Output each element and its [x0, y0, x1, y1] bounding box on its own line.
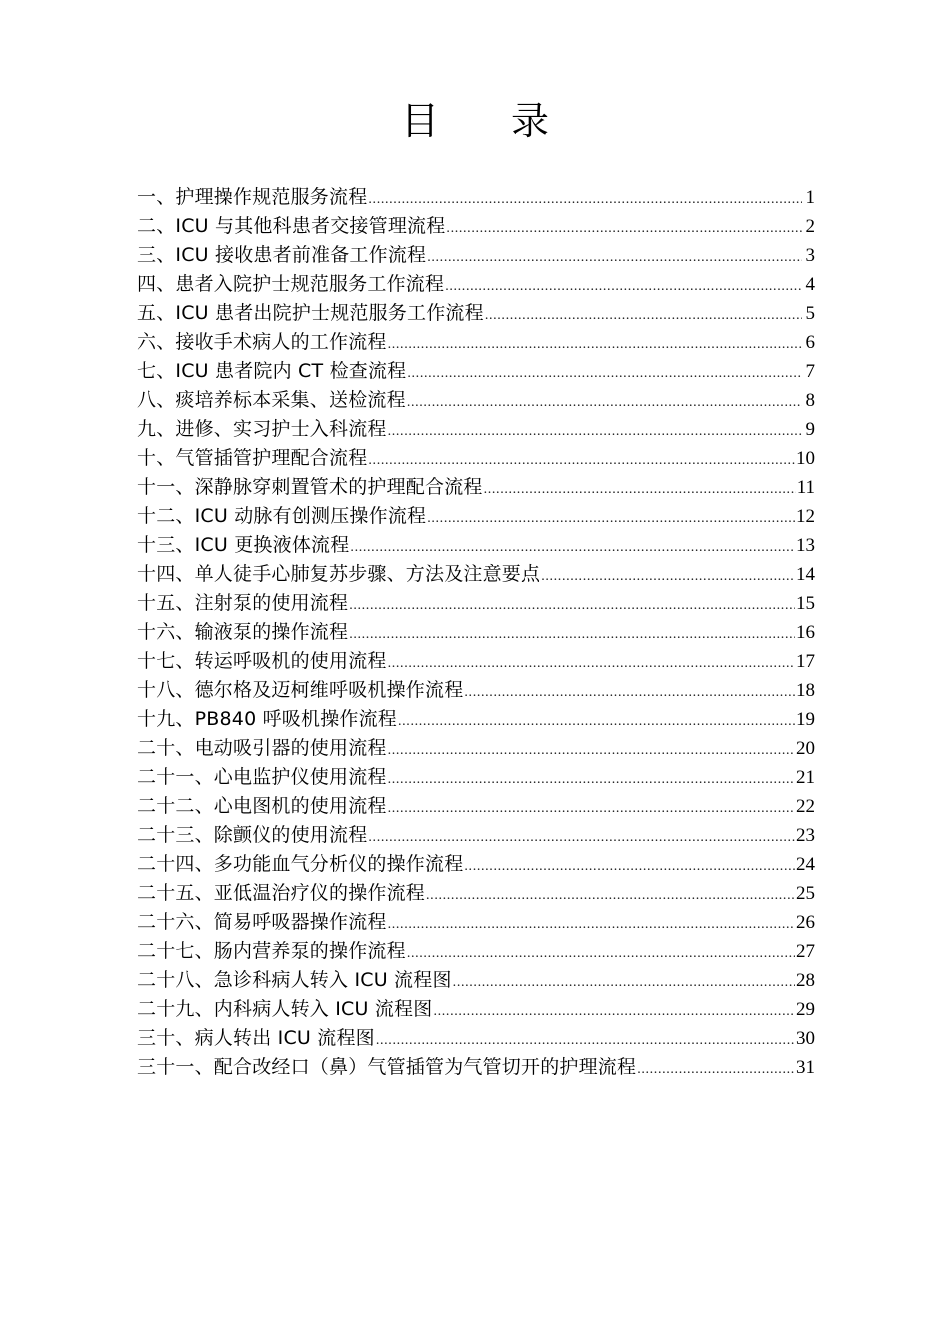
toc-entry[interactable]: [137, 415, 815, 444]
toc-page-number: 16: [796, 622, 815, 643]
toc-entry-label: 十四、单人徒手心肺复苏步骤、方法及注意要点: [137, 563, 541, 585]
toc-page-number: 8: [805, 390, 815, 411]
toc-leader-dots: [407, 388, 802, 417]
toc-page-number: 3: [805, 245, 815, 266]
toc-entry[interactable]: [137, 589, 815, 618]
toc-entry-label: 一、护理操作规范服务流程: [137, 186, 368, 208]
toc-page-number: 31: [796, 1057, 815, 1078]
toc-entry-label: 十九、PB840 呼吸机操作流程: [137, 708, 397, 730]
toc-leader-dots: [388, 417, 802, 446]
toc-page-number: 30: [796, 1028, 815, 1049]
toc-entry[interactable]: [137, 560, 815, 589]
toc-page-number: 9: [805, 419, 815, 440]
toc-entry-label: 二十六、简易呼吸器操作流程: [137, 911, 387, 933]
toc-leader-dots: [637, 1055, 795, 1084]
toc-entry[interactable]: [137, 647, 815, 676]
toc-leader-dots: [368, 823, 795, 852]
toc-entry-label: 十六、输液泵的操作流程: [137, 621, 349, 643]
toc-entry[interactable]: [137, 792, 815, 821]
toc-entry[interactable]: [137, 821, 815, 850]
toc-entry[interactable]: [137, 357, 815, 386]
toc-entry[interactable]: [137, 502, 815, 531]
toc-page-number: 23: [796, 825, 815, 846]
toc-entry-label: 十七、转运呼吸机的使用流程: [137, 650, 387, 672]
toc-entry[interactable]: [137, 328, 815, 357]
toc-leader-dots: [427, 243, 802, 272]
toc-entry-label: 三、ICU 接收患者前准备工作流程: [137, 244, 427, 266]
toc-page-number: 2: [805, 216, 815, 237]
toc-entry[interactable]: [137, 444, 815, 473]
toc-leader-dots: [350, 533, 795, 562]
toc-leader-dots: [388, 794, 795, 823]
toc-entry[interactable]: [137, 763, 815, 792]
toc-entry[interactable]: [137, 879, 815, 908]
toc-page-number: 17: [796, 651, 815, 672]
toc-entry[interactable]: [137, 270, 815, 299]
toc-page-number: 18: [796, 680, 815, 701]
toc-leader-dots: [464, 852, 795, 881]
toc-leader-dots: [349, 620, 795, 649]
toc-entry-label: 二、ICU 与其他科患者交接管理流程: [137, 215, 446, 237]
toc-entry[interactable]: [137, 937, 815, 966]
toc-entry[interactable]: [137, 386, 815, 415]
toc-entry[interactable]: [137, 183, 815, 212]
toc-page-number: 28: [796, 970, 815, 991]
toc-page-number: 11: [796, 477, 815, 498]
toc-leader-dots: [368, 446, 795, 475]
toc-leader-dots: [541, 562, 795, 591]
toc-page-number: 25: [796, 883, 815, 904]
toc-leader-dots: [376, 1026, 795, 1055]
toc-entry-label: 二十五、亚低温治疗仪的操作流程: [137, 882, 426, 904]
toc-entry[interactable]: [137, 705, 815, 734]
toc-page-number: 4: [805, 274, 815, 295]
toc-page-number: 5: [805, 303, 815, 324]
toc-entry[interactable]: [137, 212, 815, 241]
toc-entry-label: 八、痰培养标本采集、送检流程: [137, 389, 406, 411]
toc-entry-label: 二十四、多功能血气分析仪的操作流程: [137, 853, 464, 875]
toc-leader-dots: [388, 330, 802, 359]
toc-page-number: 15: [796, 593, 815, 614]
toc-entry-label: 二十三、除颤仪的使用流程: [137, 824, 368, 846]
toc-entry-label: 四、患者入院护士规范服务工作流程: [137, 273, 445, 295]
title-char-right: 录: [511, 99, 550, 143]
toc-page-number: 19: [796, 709, 815, 730]
toc-page-number: 12: [796, 506, 815, 527]
toc-page-number: 24: [796, 854, 815, 875]
toc-leader-dots: [426, 881, 795, 910]
toc-page-number: 22: [796, 796, 815, 817]
toc-entry-label: 十一、深静脉穿刺置管术的护理配合流程: [137, 476, 483, 498]
toc-page-number: 10: [796, 448, 815, 469]
toc-page-number: 1: [805, 187, 815, 208]
toc-entry[interactable]: [137, 1053, 815, 1082]
toc-entry-label: 十二、ICU 动脉有创测压操作流程: [137, 505, 427, 527]
toc-leader-dots: [485, 301, 802, 330]
toc-entry[interactable]: [137, 966, 815, 995]
toc-leader-dots: [464, 678, 795, 707]
toc-entry-label: 十三、ICU 更换液体流程: [137, 534, 350, 556]
toc-leader-dots: [446, 214, 802, 243]
toc-entry-label: 十五、注射泵的使用流程: [137, 592, 349, 614]
toc-entry-label: 二十、电动吸引器的使用流程: [137, 737, 387, 759]
toc-entry[interactable]: [137, 676, 815, 705]
toc-leader-dots: [388, 649, 795, 678]
toc-entry[interactable]: [137, 908, 815, 937]
toc-leader-dots: [398, 707, 795, 736]
toc-entry[interactable]: [137, 850, 815, 879]
toc-entry[interactable]: [137, 1024, 815, 1053]
toc-leader-dots: [433, 997, 795, 1026]
toc-entry-label: 二十一、心电监护仪使用流程: [137, 766, 387, 788]
toc-entry-label: 七、ICU 患者院内 CT 检查流程: [137, 360, 407, 382]
toc-entry-label: 五、ICU 患者出院护士规范服务工作流程: [137, 302, 484, 324]
toc-leader-dots: [427, 504, 795, 533]
toc-entry-label: 三十一、配合改经口（鼻）气管插管为气管切开的护理流程: [137, 1056, 637, 1078]
toc-entry[interactable]: [137, 734, 815, 763]
toc-entry-label: 二十二、心电图机的使用流程: [137, 795, 387, 817]
toc-entry[interactable]: [137, 299, 815, 328]
toc-page-number: 14: [796, 564, 815, 585]
title-char-left: 目: [400, 99, 439, 143]
toc-entry-label: 三十、病人转出 ICU 流程图: [137, 1027, 375, 1049]
toc-leader-dots: [407, 939, 795, 968]
toc-entry-label: 二十七、肠内营养泵的操作流程: [137, 940, 406, 962]
table-of-contents: [137, 183, 815, 1082]
toc-leader-dots: [445, 272, 802, 301]
toc-entry[interactable]: [137, 473, 815, 502]
toc-entry-label: 二十八、急诊科病人转入 ICU 流程图: [137, 969, 452, 991]
page-title: [0, 96, 950, 146]
toc-entry[interactable]: [137, 241, 815, 270]
toc-leader-dots: [388, 736, 795, 765]
toc-entry-label: 九、进修、实习护士入科流程: [137, 418, 387, 440]
toc-entry[interactable]: [137, 618, 815, 647]
toc-page-number: 20: [796, 738, 815, 759]
toc-leader-dots: [349, 591, 795, 620]
toc-leader-dots: [407, 359, 802, 388]
toc-entry-label: 十、气管插管护理配合流程: [137, 447, 368, 469]
toc-leader-dots: [388, 910, 795, 939]
toc-leader-dots: [484, 475, 796, 504]
toc-entry[interactable]: [137, 995, 815, 1024]
toc-leader-dots: [388, 765, 795, 794]
toc-page-number: 7: [805, 361, 815, 382]
toc-entry-label: 二十九、内科病人转入 ICU 流程图: [137, 998, 433, 1020]
toc-page-number: 13: [796, 535, 815, 556]
toc-page-number: 26: [796, 912, 815, 933]
toc-entry-label: 六、接收手术病人的工作流程: [137, 331, 387, 353]
toc-leader-dots: [453, 968, 795, 997]
toc-page-number: 6: [805, 332, 815, 353]
toc-page-number: 27: [796, 941, 815, 962]
toc-leader-dots: [368, 185, 802, 214]
toc-entry-label: 十八、德尔格及迈柯维呼吸机操作流程: [137, 679, 464, 701]
toc-page-number: 21: [796, 767, 815, 788]
toc-entry[interactable]: [137, 531, 815, 560]
toc-page-number: 29: [796, 999, 815, 1020]
